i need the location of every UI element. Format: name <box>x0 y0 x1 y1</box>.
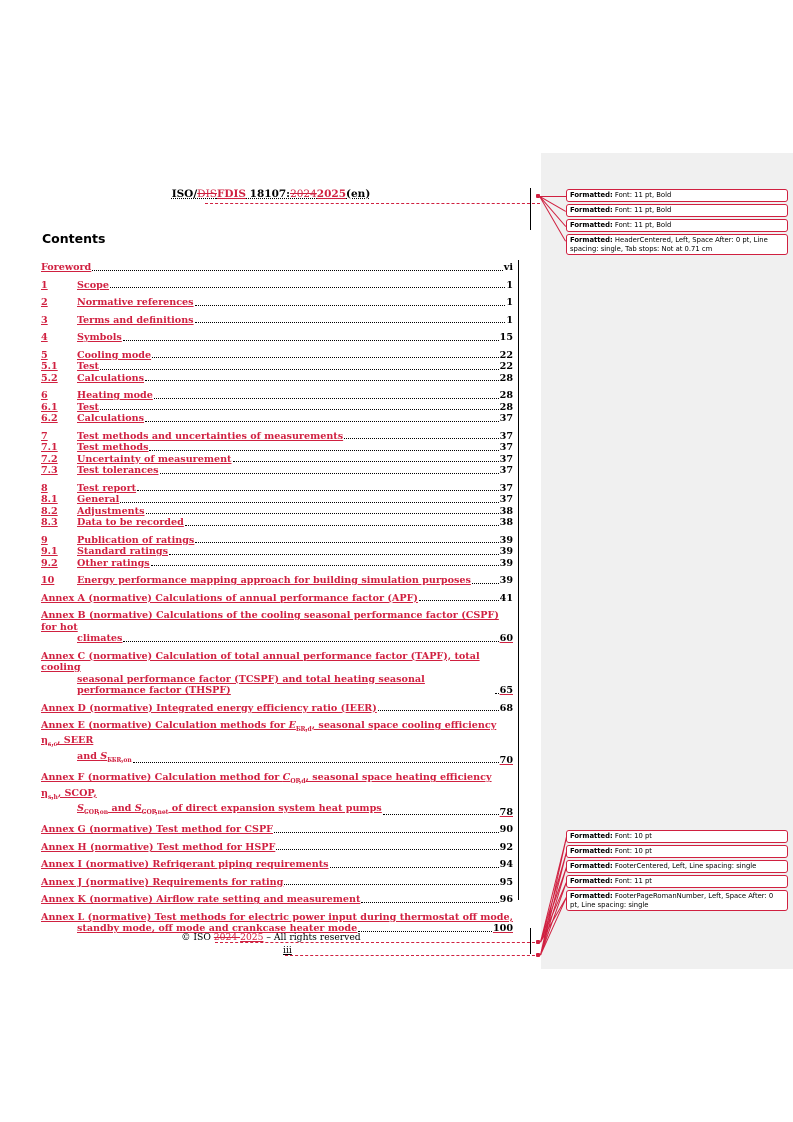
toc-annex-entry[interactable] <box>41 593 513 605</box>
toc-annex-entry[interactable] <box>41 651 513 697</box>
comment-text: HeaderCentered, Left, Space After: 0 pt, Line spacing: single, Tab stops: Not at 0.71 cm <box>570 236 768 253</box>
toc-label: Test methods and uncertainties of measurements <box>77 430 344 442</box>
dot-leader <box>100 409 499 410</box>
deleted-year: 2024 <box>290 188 317 200</box>
comment-connector <box>540 196 566 197</box>
toc-page: 22 <box>499 361 513 372</box>
dot-leader <box>92 270 503 271</box>
toc-label: Test report <box>77 482 137 494</box>
toc-label: Test <box>77 401 99 413</box>
deleted-stage: DIS <box>197 188 217 200</box>
toc-number: 2 <box>41 297 48 308</box>
toc-annex-entry[interactable] <box>41 703 513 715</box>
dot-leader <box>149 450 498 451</box>
toc-page: 90 <box>499 824 513 836</box>
toc-number: 7 <box>41 430 48 442</box>
toc-entry[interactable] <box>41 575 513 587</box>
toc-label: Normative references <box>77 297 194 308</box>
toc-page: 100 <box>492 923 513 935</box>
toc-page: 37 <box>499 453 513 465</box>
toc-entry[interactable] <box>41 262 513 274</box>
toc-label: Energy performance mapping approach for building simulation purposes <box>77 575 471 586</box>
page-footer <box>0 932 542 943</box>
toc-entry[interactable] <box>41 280 513 292</box>
toc-entry[interactable] <box>41 413 513 425</box>
toc-entry[interactable] <box>41 350 513 362</box>
annex-title: Annex L (normative) Test methods for electric power input during thermostat off mode, standby mode, off mode and crankcase heater mode 100 <box>41 911 513 935</box>
toc-number: 3 <box>41 314 48 326</box>
toc-page: 38 <box>499 505 513 517</box>
dot-leader <box>195 542 498 543</box>
toc-number: 8.3 <box>41 517 58 528</box>
formatting-comment[interactable] <box>566 234 788 255</box>
toc-number: 6 <box>41 390 48 401</box>
dot-leader <box>195 322 506 323</box>
toc-entry[interactable] <box>41 483 513 495</box>
annex-title: Annex B (normative) Calculations of the cooling seasonal performance factor (CSPF) for hot climates 60 <box>41 610 513 644</box>
footer-copyright: © ISO <box>181 932 214 943</box>
toc-entry[interactable] <box>41 454 513 466</box>
comment-text: Font: 11 pt, Bold <box>612 191 672 199</box>
toc-label: Uncertainty of measurement <box>77 453 232 465</box>
annex-title: Annex H (normative) Test method for HSPF <box>41 841 276 853</box>
header-prefix: ISO/ <box>171 188 198 200</box>
comment-label: Formatted: <box>570 877 613 885</box>
dot-leader <box>145 421 499 422</box>
toc-entry[interactable] <box>41 494 513 506</box>
dot-leader <box>378 710 499 711</box>
toc-number: 8.1 <box>41 494 58 505</box>
toc-page: 39 <box>499 534 513 546</box>
comment-connector <box>285 955 540 956</box>
toc-number: Foreword <box>41 262 92 273</box>
toc-label: Other ratings <box>77 557 150 569</box>
toc-page: 1 <box>506 314 513 326</box>
toc-annex-entry[interactable] <box>41 859 513 871</box>
dot-leader <box>195 305 506 306</box>
toc-label: General <box>77 494 120 505</box>
dot-leader <box>330 867 499 868</box>
comment-text: Font: 11 pt, Bold <box>612 206 672 214</box>
comment-label: Formatted: <box>570 191 613 199</box>
comment-text: Font: 11 pt, Bold <box>612 221 672 229</box>
toc-page: 22 <box>499 349 513 361</box>
dot-leader <box>169 554 499 555</box>
comment-anchor <box>536 194 540 198</box>
page-number: iii <box>283 945 292 956</box>
toc-page: 95 <box>499 876 513 888</box>
comment-label: Formatted: <box>570 862 613 870</box>
dot-leader <box>233 461 499 462</box>
toc-entry[interactable] <box>41 431 513 443</box>
toc-page: 1 <box>506 297 513 308</box>
toc-page: 15 <box>499 332 513 343</box>
dot-leader <box>361 902 498 903</box>
toc-label: Adjustments <box>77 505 145 517</box>
toc-number: 9.2 <box>41 557 58 569</box>
toc-page: 65 <box>499 685 513 696</box>
toc-number: 5 <box>41 349 48 361</box>
toc-number: 8.2 <box>41 505 58 517</box>
dot-leader <box>383 814 499 815</box>
dot-leader <box>274 832 499 833</box>
dot-leader <box>276 849 498 850</box>
dot-leader <box>100 369 499 370</box>
toc-number: 6.1 <box>41 401 58 413</box>
toc-entry[interactable] <box>41 506 513 518</box>
toc-page: 39 <box>499 546 513 557</box>
dot-leader <box>419 600 499 601</box>
toc-entry[interactable] <box>41 558 513 570</box>
toc-entry[interactable] <box>41 517 513 529</box>
comment-anchor <box>536 953 540 957</box>
toc-label: Heating mode <box>77 390 153 401</box>
comment-label: Formatted: <box>570 847 613 855</box>
comment-text: Font: 11 pt <box>612 877 652 885</box>
toc-page: 28 <box>499 401 513 413</box>
dot-leader <box>472 583 499 584</box>
inserted-stage: FDIS <box>216 188 246 200</box>
comment-text: FooterCentered, Left, Line spacing: single <box>612 862 757 870</box>
toc-label: Test tolerances <box>77 465 159 476</box>
dot-leader <box>344 438 499 439</box>
dot-leader <box>154 398 499 399</box>
formatting-comment[interactable] <box>566 845 788 858</box>
formatting-comment[interactable] <box>566 830 788 843</box>
comment-connector <box>205 203 540 204</box>
toc-number: 1 <box>41 279 48 291</box>
toc-label: Calculations <box>77 372 145 384</box>
toc-label: Test methods <box>77 442 149 453</box>
dot-leader <box>284 884 498 885</box>
toc-label: Cooling mode <box>77 349 152 361</box>
toc-page: 28 <box>499 372 513 384</box>
annex-title: Annex D (normative) Integrated energy efficiency ratio (IEER) <box>41 702 377 714</box>
formatting-comment[interactable] <box>566 189 788 202</box>
page-header <box>0 188 542 200</box>
table-of-contents <box>41 262 513 935</box>
toc-entry[interactable] <box>41 546 513 558</box>
comment-label: Formatted: <box>570 221 613 229</box>
annex-title: Annex F (normative) Calculation method for $C_{OP,d}$, seasonal space heating efficiency $\eta_{s,h}$, SCOP, $S_{COP,on}$ and $S_{COP,net}$ of direct expansion system heat pumps 78 <box>41 772 513 818</box>
inserted-year: 2025 <box>316 188 347 200</box>
toc-annex-entry[interactable] <box>41 610 513 645</box>
toc-page: 41 <box>499 592 513 604</box>
toc-page: vi <box>503 262 513 273</box>
toc-label: Test <box>77 361 99 372</box>
toc-label: Publication of ratings <box>77 534 195 546</box>
toc-number: 7.2 <box>41 453 58 465</box>
dot-leader <box>495 693 499 694</box>
dot-leader <box>151 565 499 566</box>
annex-title: Annex E (normative) Calculation methods for $E_{ER,d}$, seasonal space cooling efficiency $\eta_{s,c}$, SEER and $S_{EER,on}$ 70 <box>41 720 513 766</box>
toc-page: 68 <box>499 702 513 714</box>
toc-page: 96 <box>499 894 513 906</box>
toc-page: 78 <box>499 806 513 818</box>
toc-number: 7.1 <box>41 442 58 453</box>
dot-leader <box>110 287 505 288</box>
comment-label: Formatted: <box>570 236 613 244</box>
toc-number: 5.2 <box>41 372 58 384</box>
toc-number: 9.1 <box>41 546 58 557</box>
dot-leader <box>185 525 499 526</box>
comment-label: Formatted: <box>570 206 613 214</box>
header-number: 18107: <box>246 188 291 200</box>
toc-page: 37 <box>499 430 513 442</box>
toc-label: Scope <box>77 279 109 291</box>
toc-page: 28 <box>499 390 513 401</box>
toc-page: 92 <box>499 841 513 853</box>
toc-label: Data to be recorded <box>77 517 184 528</box>
toc-page: 38 <box>499 517 513 528</box>
toc-number: 5.1 <box>41 361 58 372</box>
formatting-comment[interactable] <box>566 890 788 911</box>
toc-annex-entry[interactable] <box>41 894 513 906</box>
toc-number: 4 <box>41 332 48 343</box>
toc-label: Symbols <box>77 332 122 343</box>
toc-entry[interactable] <box>41 332 513 344</box>
dot-leader <box>137 490 499 491</box>
comment-text: FooterPageRomanNumber, Left, Space After: 0 pt, Line spacing: single <box>570 892 774 909</box>
toc-label: Standard ratings <box>77 546 169 557</box>
dot-leader <box>133 762 499 763</box>
annex-title: Annex A (normative) Calculations of annual performance factor (APF) <box>41 592 418 604</box>
change-bar <box>518 260 519 900</box>
dot-leader <box>145 380 499 381</box>
toc-page: 94 <box>499 859 513 871</box>
toc-page: 37 <box>499 494 513 505</box>
dot-leader <box>123 340 499 341</box>
toc-label: Calculations <box>77 413 145 424</box>
toc-number: 8 <box>41 482 48 494</box>
annex-title: Annex C (normative) Calculation of total annual performance factor (TAPF), total cooling seasonal performance factor (TCSPF) and total heating seasonal performance factor (THSPF) 65 <box>41 650 513 696</box>
footer-deleted-year: 2024 <box>213 932 241 943</box>
toc-annex-entry[interactable] <box>41 824 513 836</box>
toc-annex-entry[interactable] <box>41 842 513 854</box>
toc-number: 10 <box>41 575 55 586</box>
toc-page: 1 <box>506 279 513 291</box>
comment-text: Font: 10 pt <box>612 847 652 855</box>
toc-annex-entry[interactable] <box>41 772 513 818</box>
toc-entry[interactable] <box>41 465 513 477</box>
dot-leader <box>160 473 499 474</box>
toc-entry[interactable] <box>41 442 513 454</box>
toc-page: 39 <box>499 557 513 569</box>
comment-label: Formatted: <box>570 892 613 900</box>
annex-title: Annex G (normative) Test method for CSPF <box>41 824 273 836</box>
formatting-comment[interactable] <box>566 204 788 217</box>
toc-entry[interactable] <box>41 315 513 327</box>
toc-number: 7.3 <box>41 465 58 476</box>
formatting-comment[interactable] <box>566 875 788 888</box>
footer-inserted-year: 2025 <box>240 932 264 943</box>
formatting-comment[interactable] <box>566 219 788 232</box>
dot-leader <box>120 502 498 503</box>
contents-title: Contents <box>42 231 106 246</box>
toc-entry[interactable] <box>41 361 513 373</box>
dot-leader <box>146 513 499 514</box>
toc-page: 39 <box>499 575 513 586</box>
formatting-comment[interactable] <box>566 860 788 873</box>
toc-entry[interactable] <box>41 373 513 385</box>
toc-page: 70 <box>499 754 513 766</box>
toc-number: 9 <box>41 534 48 546</box>
toc-page: 37 <box>499 465 513 476</box>
comment-text: Font: 10 pt <box>612 832 652 840</box>
toc-entry[interactable] <box>41 402 513 414</box>
toc-entry[interactable] <box>41 390 513 402</box>
toc-page: 60 <box>499 633 513 644</box>
toc-label: Terms and definitions <box>77 314 194 326</box>
toc-page: 37 <box>499 413 513 424</box>
toc-annex-entry[interactable] <box>41 720 513 766</box>
annex-title: Annex K (normative) Airflow rate setting and measurement <box>41 894 361 906</box>
toc-page: 37 <box>499 442 513 453</box>
toc-page: 37 <box>499 482 513 494</box>
dot-leader <box>152 357 499 358</box>
annex-title: Annex I (normative) Refrigerant piping requirements <box>41 859 329 871</box>
toc-entry[interactable] <box>41 297 513 309</box>
dot-leader <box>123 641 498 642</box>
toc-annex-entry[interactable] <box>41 877 513 889</box>
comment-label: Formatted: <box>570 832 613 840</box>
footer-rights: – All rights reserved <box>263 932 361 943</box>
toc-entry[interactable] <box>41 535 513 547</box>
header-suffix: (en) <box>346 188 371 200</box>
toc-number: 6.2 <box>41 413 58 424</box>
annex-title: Annex J (normative) Requirements for rating <box>41 876 284 888</box>
